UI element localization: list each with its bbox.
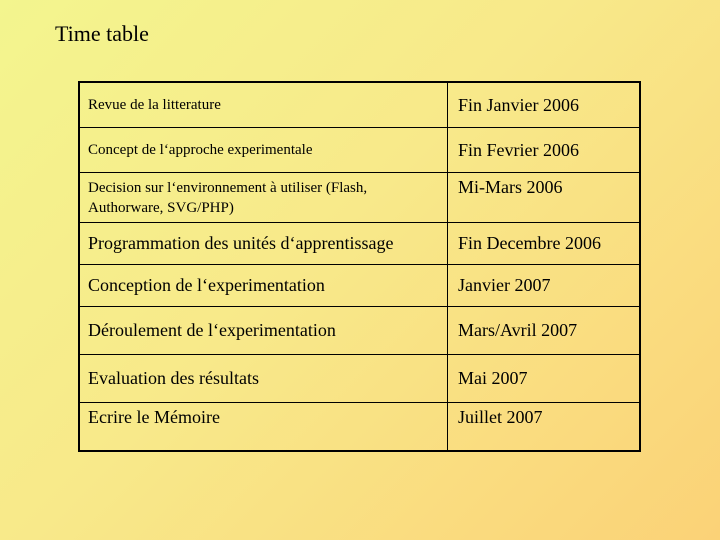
task-cell: Déroulement de l‘experimentation	[80, 307, 448, 354]
table-row	[80, 222, 639, 264]
date-cell: Janvier 2007	[458, 275, 551, 295]
table-row	[80, 127, 639, 172]
task-cell: Decision sur l‘environnement à utiliser (Flash, Authorware, SVG/PHP)	[80, 173, 448, 222]
table-row	[80, 402, 639, 450]
task-cell: Revue de la litterature	[80, 83, 448, 127]
date-cell: Fin Janvier 2006	[458, 94, 579, 115]
date-cell: Mi-Mars 2006	[458, 177, 563, 197]
task-cell: Concept de l‘approche experimentale	[80, 128, 448, 172]
table-row	[80, 306, 639, 354]
date-cell: Mars/Avril 2007	[458, 320, 578, 340]
task-cell: Conception de l‘experimentation	[80, 265, 448, 306]
task-cell: Evaluation des résultats	[80, 355, 448, 402]
task-cell: Programmation des unités d‘apprentissage	[80, 223, 448, 264]
date-cell: Fin Decembre 2006	[458, 233, 601, 253]
timetable	[78, 81, 641, 452]
table-row	[80, 264, 639, 306]
date-cell: Mai 2007	[458, 368, 528, 388]
table-row	[80, 83, 639, 127]
task-cell: Ecrire le Mémoire	[80, 403, 448, 450]
slide-title: Time table	[55, 21, 149, 46]
date-cell: Juillet 2007	[458, 407, 543, 427]
table-row	[80, 172, 639, 222]
table-row	[80, 354, 639, 402]
date-cell: Fin Fevrier 2006	[458, 139, 579, 160]
